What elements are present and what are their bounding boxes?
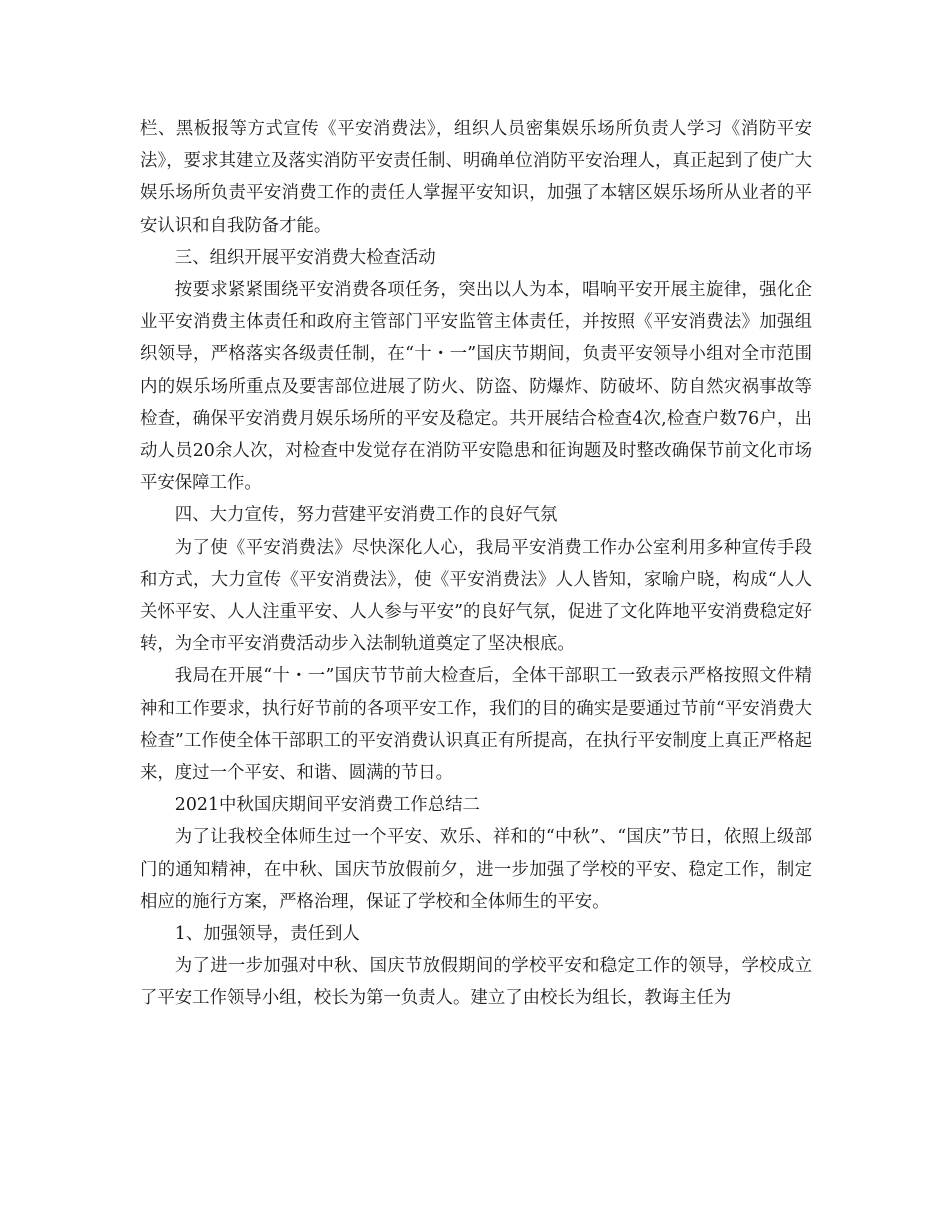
paragraph: 为了使《平安消费法》尽快深化人心，我局平安消费工作办公室利用多种宣传手段和方式，大力宣传《平安消费法》，使《平安消费法》人人皆知，家喻户晓，构成“人人关怀平安、人人注重平安、人人参与平安”的良好气氛，促进了文化阵地平安消费稳定好转，为全市平安消费活动步入法制轨道奠定了坚决根底。 bbox=[140, 537, 812, 655]
section-heading-4: 四、大力宣传，努力营建平安消费工作的良好气氛 bbox=[174, 505, 558, 526]
paragraph: 我局在开展“十・一”国庆节节前大检查后，全体干部职工一致表示严格按照文件精神和工作要求，执行好节前的各项平安工作，我们的目的确实是要通过节前“平安消费大检查”工作使全体干部职工的平安消费认识真正有所提高，在执行平安制度上真正严格起来，度过一个平安、和谐、圆满的节日。 bbox=[140, 666, 812, 784]
article-title-2: 2021中秋国庆期间平安消费工作总结二 bbox=[174, 795, 480, 816]
document-page bbox=[140, 113, 812, 1015]
section-heading-1: 1、加强领导，责任到人 bbox=[174, 924, 360, 945]
section-heading-3: 三、组织开展平安消费大检查活动 bbox=[174, 247, 436, 268]
paragraph: 按要求紧紧围绕平安消费各项任务，突出以人为本，唱响平安开展主旋律，强化企业平安消费主体责任和政府主管部门平安监管主体责任，并按照《平安消费法》加强组织领导，严格落实各级责任制，在“十・一”国庆节期间，负责平安领导小组对全市范围内的娱乐场所重点及要害部位进展了防火、防盗、防爆炸、防破坏、防自然灾祸事故等检查，确保平安消费月娱乐场所的平安及稳定。共开展结合检查4次,检查户数76户，出动人员20余人次，对检查中发觉存在消防平安隐患和征询题及时整改确保节前文化市场平安保障工作。 bbox=[140, 280, 812, 494]
paragraph: 为了进一步加强对中秋、国庆节放假期间的学校平安和稳定工作的领导，学校成立了平安工作领导小组，校长为第一负责人。建立了由校长为组长，教诲主任为 bbox=[140, 956, 812, 1009]
paragraph-continuation: 栏、黑板报等方式宣传《平安消费法》，组织人员密集娱乐场所负责人学习《消防平安法》，要求其建立及落实消防平安责任制、明确单位消防平安治理人，真正起到了使广大娱乐场所负责平安消费工作的责任人掌握平安知识，加强了本辖区娱乐场所从业者的平安认识和自我防备才能。 bbox=[140, 119, 812, 236]
paragraph: 为了让我校全体师生过一个平安、欢乐、祥和的“中秋”、“国庆”节日，依照上级部门的通知精神，在中秋、国庆节放假前夕，进一步加强了学校的平安、稳定工作，制定相应的施行方案，严格治理，保证了学校和全体师生的平安。 bbox=[140, 827, 812, 912]
